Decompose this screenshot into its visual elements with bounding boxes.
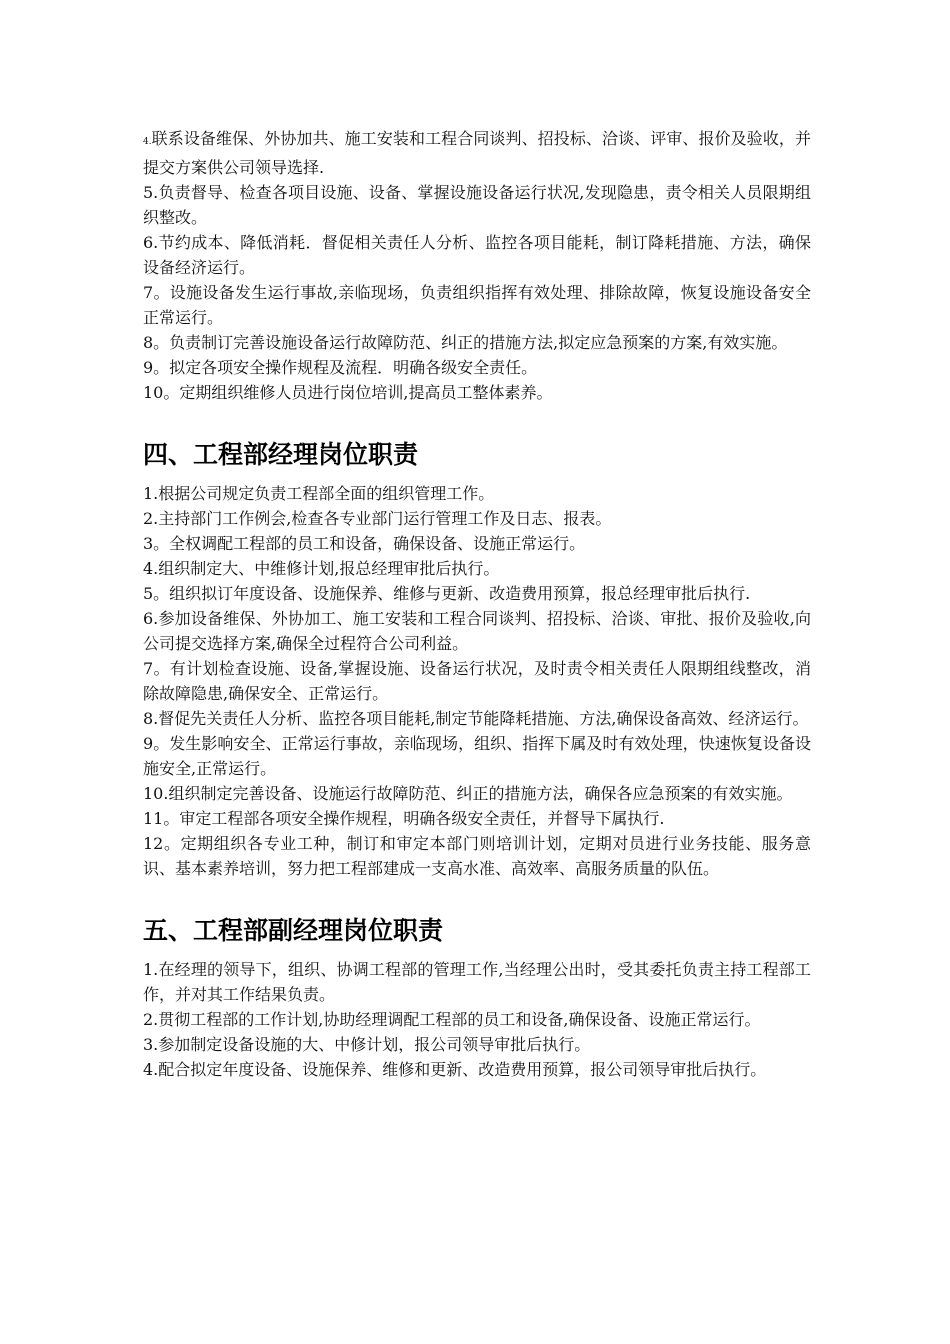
list-item: 9。拟定各项安全操作规程及流程．明确各级安全责任。 [143,358,538,377]
list-item: 8.督促先关责任人分析、监控各项目能耗,制定节能降耗措施、方法,确保设备高效、经济运行。 [143,709,809,728]
section-heading-manager: 四、工程部经理岗位职责 [143,440,419,469]
list-item: 11。审定工程部各项安全操作规程，明确各级安全责任，并督导下属执行. [143,809,665,828]
section-4-list [143,481,811,881]
list-item: 3.参加制定设备设施的大、中修计划，报公司领导审批后执行。 [143,1035,591,1054]
list-item: 2.贯彻工程部的工作计划,协助经理调配工程部的员工和设备,确保设备、设施正常运行。 [143,1010,761,1029]
document-page [143,126,811,1082]
list-item: 6.节约成本、降低消耗．督促相关责任人分析、监控各项目能耗，制订降耗措施、方法，确保设备经济运行。 [143,233,811,277]
list-item: 4.组织制定大、中维修计划,报总经理审批后执行。 [143,559,500,578]
list-item: 7。设施设备发生运行事故,亲临现场，负责组织指挥有效处理、排除故障，恢复设施设备安全正常运行。 [143,283,811,327]
list-item: 8。负责制订完善设施设备运行故障防范、纠正的措施方法,拟定应急预案的方案,有效实施。 [143,333,788,352]
list-item: 7。有计划检查设施、设备,掌握设施、设备运行状况，及时责令相关责任人限期组线整改，消除故障隐患,确保安全、正常运行。 [143,659,811,703]
item-text: 联系设备维保、外协加共、施工安装和工程合同谈判、招投标、洽谈、评审、报价及验收，并提交方案供公司领导选择. [143,129,811,177]
list-item: 4.配合拟定年度设备、设施保养、维修和更新、改造费用预算，报公司领导审批后执行。 [143,1060,767,1079]
list-item: 10.组织制定完善设备、设施运行故障防范、纠正的措施方法，确保各应急预案的有效实施。 [143,784,793,803]
list-item: 2.主持部门工作例会,检查各专业部门运行管理工作及日志、报表。 [143,509,612,528]
list-item: 1.在经理的领导下，组织、协调工程部的管理工作,当经理公出时，受其委托负责主持工程部工作，并对其工作结果负责。 [143,960,811,1004]
list-item [143,126,811,180]
list-item: 3。全权调配工程部的员工和设备，确保设备、设施正常运行。 [143,534,586,553]
list-item: 6.参加设备维保、外协加工、施工安装和工程合同谈判、招投标、洽谈、审批、报价及验收,向公司提交选择方案,确保全过程符合公司利益。 [143,609,811,653]
list-item: 12。定期组织各专业工种，制订和审定本部门则培训计划，定期对员进行业务技能、服务意识、基本素养培训，努力把工程部建成一支高水准、高效率、高服务质量的队伍。 [143,834,811,878]
section-3-list [143,126,811,405]
item-number: 4. [143,137,152,147]
list-item: 5。组织拟订年度设备、设施保养、维修与更新、改造费用预算，报总经理审批后执行. [143,584,751,603]
list-item: 9。发生影响安全、正常运行事故，亲临现场，组织、指挥下属及时有效处理，快速恢复设备设施安全,正常运行。 [143,734,811,778]
list-item: 10。定期组织维修人员进行岗位培训,提高员工整体素养。 [143,383,553,402]
section-5-list [143,957,811,1082]
section-heading-deputy-manager: 五、工程部副经理岗位职责 [143,916,444,945]
list-item: 5.负责督导、检查各项目设施、设备、掌握设施设备运行状况,发现隐患，责令相关人员限期组织整改。 [143,183,811,227]
list-item: 1.根据公司规定负责工程部全面的组织管理工作。 [143,484,495,503]
